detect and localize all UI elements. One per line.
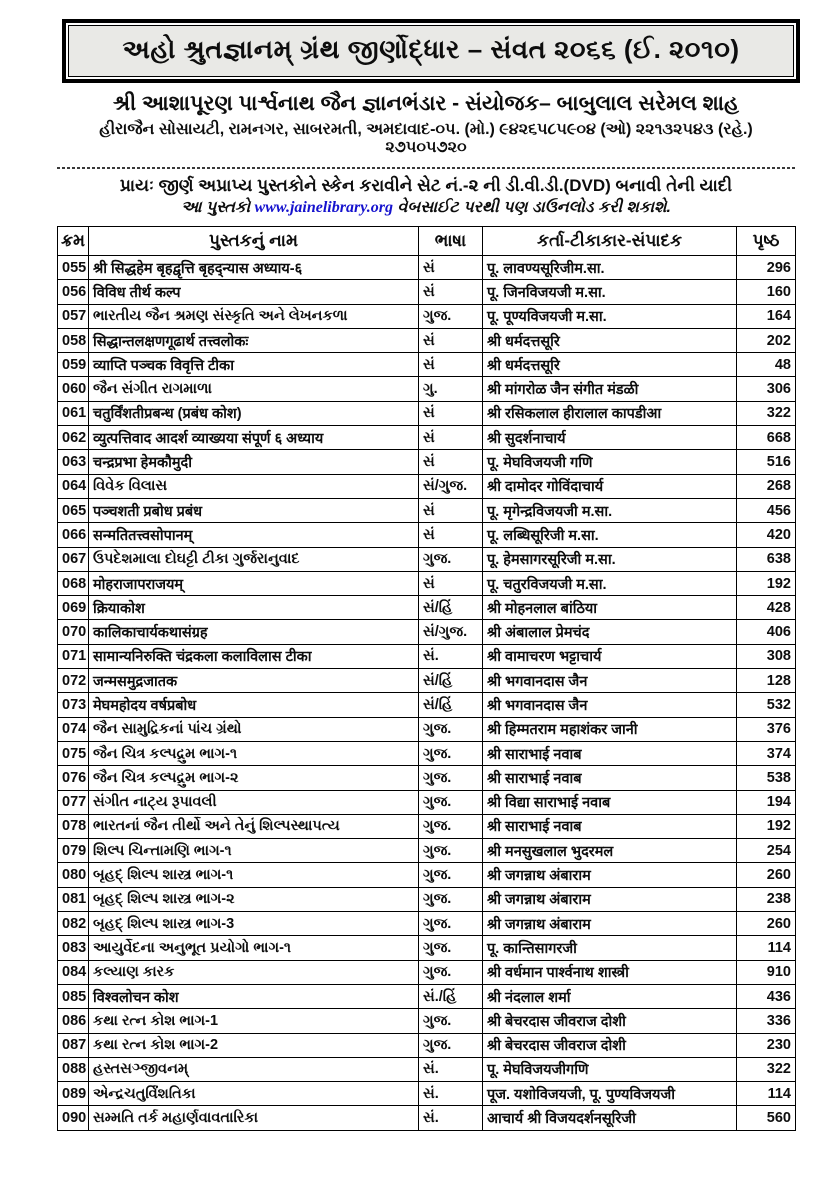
table-row — [58, 766, 796, 790]
cell-lang: સં. — [419, 1082, 483, 1106]
table-row — [58, 523, 796, 547]
cell-no: 072 — [58, 669, 89, 693]
cell-pages: 164 — [737, 304, 796, 328]
cell-author: श्री बेचरदास जीवराज दोशी — [483, 1009, 737, 1033]
cell-lang: સં — [419, 280, 483, 304]
cell-name: હસ્તસઞ્જીવનમ્ — [89, 1057, 419, 1081]
table-row — [58, 498, 796, 522]
cell-pages: 268 — [737, 474, 796, 498]
cell-name: કલ્યાણ કારક — [89, 960, 419, 984]
cell-pages: 48 — [737, 353, 796, 377]
title-box-inner — [68, 25, 794, 77]
table-row — [58, 887, 796, 911]
cell-lang: ગુજ. — [419, 766, 483, 790]
cell-no: 057 — [58, 304, 89, 328]
cell-name: કથા રત્ન કોશ ભાગ-2 — [89, 1033, 419, 1057]
cell-pages: 560 — [737, 1106, 796, 1130]
website-link[interactable]: www.jainelibrary.org — [254, 199, 393, 216]
table-row — [58, 304, 796, 328]
cell-pages: 192 — [737, 571, 796, 595]
cell-no: 076 — [58, 766, 89, 790]
table-row — [58, 377, 796, 401]
cell-pages: 308 — [737, 644, 796, 668]
cell-author: आचार्य श्री विजयदर्शनसूरिजी — [483, 1106, 737, 1130]
column-header-language: ભાષા — [419, 227, 483, 256]
cell-pages: 436 — [737, 984, 796, 1008]
cell-lang: ગુજ. — [419, 1033, 483, 1057]
dvd-note-line: પ્રાયઃ જીર્ણ અપ્રાપ્ય પુસ્તકોને સ્કેન કરાવીને સેટ નં.-૨ ની ડી.વી.ડી.(DVD) બનાવી તેની યાદી — [119, 176, 733, 195]
table-row — [58, 1057, 796, 1081]
table-row — [58, 426, 796, 450]
cell-pages: 516 — [737, 450, 796, 474]
cell-lang: ગુજ. — [419, 863, 483, 887]
cell-no: 080 — [58, 863, 89, 887]
cell-name: विविध तीर्थ कल्प — [89, 280, 419, 304]
cell-no: 087 — [58, 1033, 89, 1057]
cell-pages: 202 — [737, 328, 796, 352]
table-row — [58, 328, 796, 352]
table-row — [58, 814, 796, 838]
cell-lang: સં/હિં — [419, 596, 483, 620]
cell-lang: ગુજ. — [419, 912, 483, 936]
cell-name: सामान्यनिरुक्ति चंद्रकला कलाविलास टीका — [89, 644, 419, 668]
download-note-suffix: વેબસાઈટ પરથી પણ ડાઉનલોડ કરી શકાશે. — [392, 199, 671, 216]
cell-name: આયુર્વેદના અનુભૂત પ્રયોગો ભાગ-૧ — [89, 936, 419, 960]
cell-author: पू. कान्तिसागरजी — [483, 936, 737, 960]
cell-no: 085 — [58, 984, 89, 1008]
cell-author: श्री जगन्नाथ अंबाराम — [483, 863, 737, 887]
cell-pages: 306 — [737, 377, 796, 401]
cell-no: 086 — [58, 1009, 89, 1033]
cell-pages: 322 — [737, 1057, 796, 1081]
cell-pages: 260 — [737, 863, 796, 887]
table-row — [58, 620, 796, 644]
address-contact-line: હીરાજૈન સોસાયટી, રામનગર, સાબરમતી, અમદાવાદ-૦૫. (મો.) ૯૪૨૬૫૮૫૯૦૪ (ઓ) ૨૨૧૩૨૫૪૩ (રહે.) ૨૭૫૦૫૭૨૦ — [99, 121, 753, 156]
book-catalog-table — [57, 226, 796, 1131]
cell-name: चतुर्विंशतीप्रबन्ध (प्रबंध कोश) — [89, 401, 419, 425]
cell-no: 058 — [58, 328, 89, 352]
cell-name: मेघमहोदय वर्षप्रबोध — [89, 693, 419, 717]
table-header-row — [58, 227, 796, 256]
organization-subtitle: શ્રી આશાપૂરણ પાર્શ્વનાથ જૈન જ્ઞાનભંડાર - સંયોજક– બાબુલાલ સરેમલ શાહ — [113, 92, 739, 115]
cell-name: જૈન સંગીત રાગમાળા — [89, 377, 419, 401]
cell-author: श्री धर्मदत्तसूरि — [483, 328, 737, 352]
cell-name: व्युत्पत्तिवाद आदर्श व्याख्यया संपूर्ण ६ अध्याय — [89, 426, 419, 450]
cell-no: 056 — [58, 280, 89, 304]
cell-author: श्री वर्धमान पार्श्वनाथ शास्त्री — [483, 960, 737, 984]
cell-author: श्री रसिकलाल हीरालाल कापडीआ — [483, 401, 737, 425]
cell-no: 060 — [58, 377, 89, 401]
cell-no: 084 — [58, 960, 89, 984]
cell-author: पू. पूण्यविजयजी म.सा. — [483, 304, 737, 328]
cell-lang: ગુજ. — [419, 887, 483, 911]
table-row — [58, 790, 796, 814]
cell-no: 069 — [58, 596, 89, 620]
cell-author: श्री नंदलाल शर्मा — [483, 984, 737, 1008]
cell-author: श्री भगवानदास जैन — [483, 693, 737, 717]
column-header-book-name: પુસ્તકનું નામ — [89, 227, 419, 256]
dashed-divider — [57, 167, 795, 169]
column-header-pages: પૃષ્ઠ — [737, 227, 796, 256]
cell-no: 081 — [58, 887, 89, 911]
cell-lang: સં. — [419, 644, 483, 668]
page-title: અહો શ્રુતજ્ઞાનમ્ ગ્રંથ જીર્ણોદ્ધાર – સંવત ૨૦૬૬ (ઈ. ૨૦૧૦) — [122, 34, 740, 64]
cell-name: શિલ્પ ચિન્તામણિ ભાગ-૧ — [89, 839, 419, 863]
cell-author: श्री साराभाई नवाब — [483, 766, 737, 790]
cell-pages: 532 — [737, 693, 796, 717]
table-row — [58, 596, 796, 620]
cell-no: 075 — [58, 741, 89, 765]
cell-no: 059 — [58, 353, 89, 377]
book-table-body — [58, 256, 796, 1131]
cell-author: श्री हिम्मतराम महाशंकर जानी — [483, 717, 737, 741]
cell-no: 079 — [58, 839, 89, 863]
table-row — [58, 984, 796, 1008]
cell-lang: સં — [419, 450, 483, 474]
cell-pages: 406 — [737, 620, 796, 644]
cell-author: श्री मोहनलाल बांठिया — [483, 596, 737, 620]
cell-no: 055 — [58, 256, 89, 280]
cell-lang: સં — [419, 498, 483, 522]
cell-name: જૈન સામુદ્રિકનાં પાંચ ગ્રંથો — [89, 717, 419, 741]
cell-lang: ગુજ. — [419, 814, 483, 838]
cell-no: 067 — [58, 547, 89, 571]
cell-author: पू. लब्धिसूरिजी म.सा. — [483, 523, 737, 547]
table-row — [58, 936, 796, 960]
cell-lang: ગુજ. — [419, 936, 483, 960]
table-row — [58, 474, 796, 498]
cell-name: पञ्चशती प्रबोध प्रबंध — [89, 498, 419, 522]
cell-name: विश्वलोचन कोश — [89, 984, 419, 1008]
cell-lang: સં. — [419, 1057, 483, 1081]
cell-pages: 194 — [737, 790, 796, 814]
cell-author: श्री जगन्नाथ अंबाराम — [483, 887, 737, 911]
cell-no: 078 — [58, 814, 89, 838]
cell-author: श्री विद्या साराभाई नवाब — [483, 790, 737, 814]
table-row — [58, 669, 796, 693]
cell-name: ઉપદેશમાલા દોઘટ્ટી ટીકા ગુર્જરાનુવાદ — [89, 547, 419, 571]
cell-lang: સં/ગુજ. — [419, 620, 483, 644]
cell-pages: 160 — [737, 280, 796, 304]
cell-no: 083 — [58, 936, 89, 960]
cell-lang: સં — [419, 571, 483, 595]
cell-pages: 254 — [737, 839, 796, 863]
cell-lang: સં — [419, 353, 483, 377]
table-row — [58, 693, 796, 717]
cell-no: 073 — [58, 693, 89, 717]
cell-no: 066 — [58, 523, 89, 547]
cell-pages: 910 — [737, 960, 796, 984]
cell-no: 074 — [58, 717, 89, 741]
column-header-serial: ક્રમ — [58, 227, 89, 256]
cell-author: पू. हेमसागरसूरिजी म.सा. — [483, 547, 737, 571]
cell-name: कालिकाचार्यकथासंग्रह — [89, 620, 419, 644]
table-row — [58, 401, 796, 425]
cell-no: 071 — [58, 644, 89, 668]
cell-no: 068 — [58, 571, 89, 595]
cell-author: श्री साराभाई नवाब — [483, 814, 737, 838]
table-header — [58, 227, 796, 256]
cell-lang: સં/હિં — [419, 669, 483, 693]
table-row — [58, 741, 796, 765]
table-row — [58, 1082, 796, 1106]
cell-pages: 128 — [737, 669, 796, 693]
cell-lang: ગુજ. — [419, 960, 483, 984]
table-row — [58, 644, 796, 668]
cell-author: पू. मेघविजयजीगणि — [483, 1057, 737, 1081]
cell-no: 077 — [58, 790, 89, 814]
cell-pages: 260 — [737, 912, 796, 936]
cell-lang: ગુજ. — [419, 717, 483, 741]
table-row — [58, 1106, 796, 1130]
cell-pages: 230 — [737, 1033, 796, 1057]
cell-name: વિવેક વિલાસ — [89, 474, 419, 498]
cell-pages: 428 — [737, 596, 796, 620]
cell-name: સંગીત નાટ્ય રૂપાવલી — [89, 790, 419, 814]
cell-no: 070 — [58, 620, 89, 644]
cell-no: 062 — [58, 426, 89, 450]
table-row — [58, 960, 796, 984]
table-row — [58, 1033, 796, 1057]
table-row — [58, 450, 796, 474]
cell-name: સમ્મતિ તર્ક મહાર્ણવાવતારિકા — [89, 1106, 419, 1130]
cell-author: श्री दामोदर गोविंदाचार्य — [483, 474, 737, 498]
cell-pages: 114 — [737, 1082, 796, 1106]
cell-pages: 456 — [737, 498, 796, 522]
cell-pages: 538 — [737, 766, 796, 790]
cell-name: એન્દ્રચતુર્વિંશતિકા — [89, 1082, 419, 1106]
cell-name: क्रियाकोश — [89, 596, 419, 620]
cell-pages: 322 — [737, 401, 796, 425]
download-note-prefix: આ પુસ્તકો — [181, 199, 255, 216]
cell-name: व्याप्ति पञ्चक विवृत्ति टीका — [89, 353, 419, 377]
cell-lang: સં — [419, 401, 483, 425]
cell-name: જૈન ચિત્ર કલ્પદ્રુમ ભાગ-૧ — [89, 741, 419, 765]
table-row — [58, 256, 796, 280]
cell-pages: 296 — [737, 256, 796, 280]
cell-no: 063 — [58, 450, 89, 474]
cell-lang: ગુજ. — [419, 741, 483, 765]
cell-no: 064 — [58, 474, 89, 498]
cell-name: मोहराजापराजयम् — [89, 571, 419, 595]
cell-pages: 192 — [737, 814, 796, 838]
cell-pages: 238 — [737, 887, 796, 911]
cell-author: श्री साराभाई नवाब — [483, 741, 737, 765]
table-row — [58, 280, 796, 304]
title-box — [62, 19, 800, 83]
cell-lang: સં — [419, 523, 483, 547]
cell-author: श्री भगवानदास जैन — [483, 669, 737, 693]
table-row — [58, 863, 796, 887]
cell-pages: 374 — [737, 741, 796, 765]
cell-lang: ગુજ. — [419, 304, 483, 328]
cell-no: 082 — [58, 912, 89, 936]
cell-name: जन्मसमुद्रजातक — [89, 669, 419, 693]
cell-author: श्री बेचरदास जीवराज दोशी — [483, 1033, 737, 1057]
cell-name: ભારતીય જૈન શ્રમણ સંસ્કૃતિ અને લેખનકળા — [89, 304, 419, 328]
table-row — [58, 353, 796, 377]
cell-pages: 336 — [737, 1009, 796, 1033]
cell-name: બૃહદ્ શિલ્પ શાસ્ત્ર ભાગ-3 — [89, 912, 419, 936]
page-content — [57, 92, 795, 1131]
table-row — [58, 717, 796, 741]
cell-author: पूज. यशोविजयजी, पू. पुण्यविजयजी — [483, 1082, 737, 1106]
cell-author: पू. चतुरविजयजी म.सा. — [483, 571, 737, 595]
cell-lang: સં — [419, 328, 483, 352]
cell-name: सन्मतितत्त्वसोपानम् — [89, 523, 419, 547]
cell-author: पू. मृगेन्द्रविजयजी म.सा. — [483, 498, 737, 522]
cell-author: श्री अंबालाल प्रेमचंद — [483, 620, 737, 644]
cell-author: श्री जगन्नाथ अंबाराम — [483, 912, 737, 936]
cell-lang: સં/ગુજ. — [419, 474, 483, 498]
table-row — [58, 839, 796, 863]
cell-name: બૃહદ્ શિલ્પ શાસ્ત્ર ભાગ-૧ — [89, 863, 419, 887]
cell-author: पू. मेघविजयजी गणि — [483, 450, 737, 474]
cell-pages: 668 — [737, 426, 796, 450]
cell-pages: 420 — [737, 523, 796, 547]
cell-author: श्री धर्मदत्तसूरि — [483, 353, 737, 377]
cell-lang: સં. — [419, 1106, 483, 1130]
cell-pages: 638 — [737, 547, 796, 571]
cell-name: કથા રત્ન કોશ ભાગ-1 — [89, 1009, 419, 1033]
cell-name: જૈન ચિત્ર કલ્પદ્રુમ ભાગ-૨ — [89, 766, 419, 790]
table-row — [58, 912, 796, 936]
cell-name: બૃહદ્ શિલ્પ શાસ્ત્ર ભાગ-૨ — [89, 887, 419, 911]
cell-lang: ગુજ. — [419, 1009, 483, 1033]
cell-lang: ગુજ. — [419, 790, 483, 814]
download-note-line — [57, 199, 795, 217]
cell-author: श्री सुदर्शनाचार्य — [483, 426, 737, 450]
cell-no: 061 — [58, 401, 89, 425]
cell-author: पू. लावण्यसूरिजीम.सा. — [483, 256, 737, 280]
cell-lang: ગુજ. — [419, 547, 483, 571]
cell-pages: 376 — [737, 717, 796, 741]
table-row — [58, 571, 796, 595]
cell-author: श्री मनसुखलाल भुदरमल — [483, 839, 737, 863]
cell-author: श्री मांगरोळ जैन संगीत मंडळी — [483, 377, 737, 401]
cell-lang: સં/હિં — [419, 693, 483, 717]
table-row — [58, 1009, 796, 1033]
cell-no: 065 — [58, 498, 89, 522]
cell-name: श्री सिद्धहेम बृहद्वृत्ति बृहद्न्यास अध्याय-६ — [89, 256, 419, 280]
cell-no: 089 — [58, 1082, 89, 1106]
cell-no: 090 — [58, 1106, 89, 1130]
column-header-author-editor: કર્તા-ટીકાકાર-સંપાદક — [483, 227, 737, 256]
cell-name: सिद्धान्तलक्षणगूढार्थ तत्त्वलोकः — [89, 328, 419, 352]
cell-pages: 114 — [737, 936, 796, 960]
cell-lang: ગુ. — [419, 377, 483, 401]
cell-lang: ગુજ. — [419, 839, 483, 863]
cell-no: 088 — [58, 1057, 89, 1081]
cell-author: पू. जिनविजयजी म.सा. — [483, 280, 737, 304]
table-row — [58, 547, 796, 571]
cell-lang: સં — [419, 426, 483, 450]
cell-lang: સં — [419, 256, 483, 280]
cell-name: चन्द्रप्रभा हेमकौमुदी — [89, 450, 419, 474]
cell-author: श्री वामाचरण भट्टाचार्य — [483, 644, 737, 668]
cell-name: ભારતનાં જૈન તીર્થો અને તેનું શિલ્પસ્થાપત્ય — [89, 814, 419, 838]
cell-lang: સં./હિં — [419, 984, 483, 1008]
